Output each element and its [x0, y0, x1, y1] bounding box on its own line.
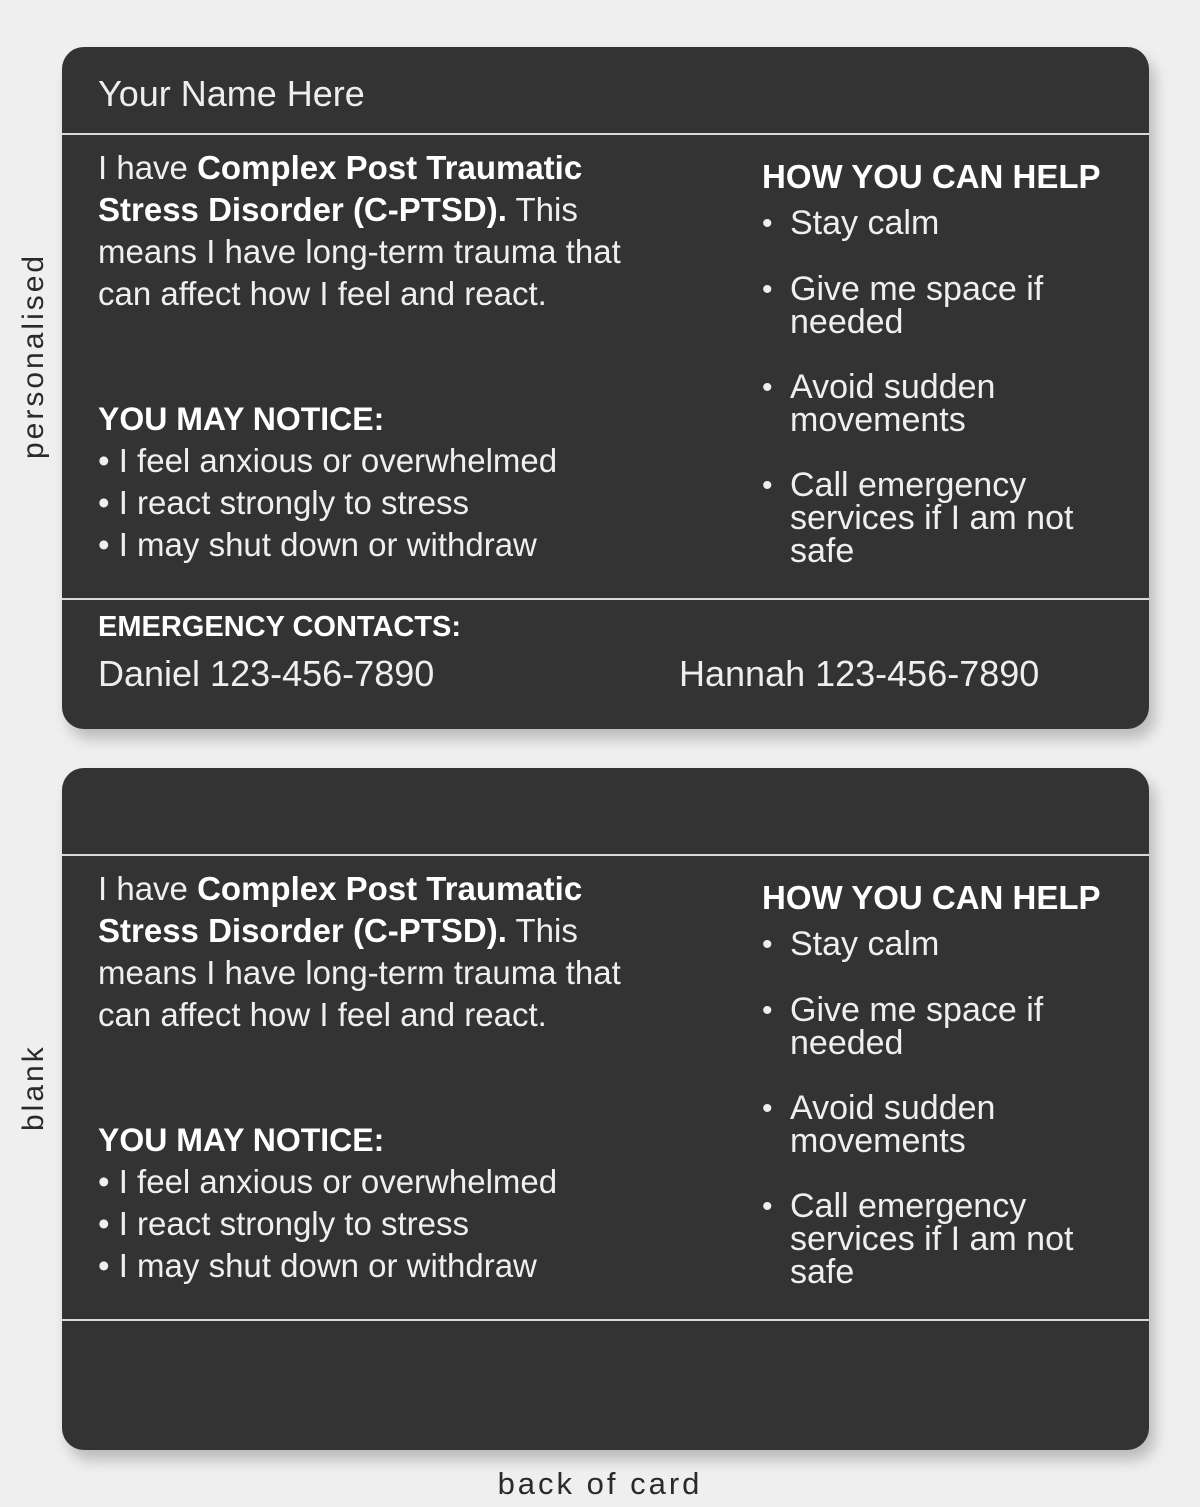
- help-item: [762, 270, 1102, 341]
- bullet-icon: •: [762, 371, 773, 404]
- notice-item: • I react strongly to stress: [98, 484, 470, 521]
- condition-description: [98, 147, 658, 315]
- footer-divider: [62, 1319, 1149, 1321]
- help-item-text: Call emergency services if I am not safe: [790, 1187, 1074, 1291]
- personalised-card: [62, 47, 1149, 729]
- notice-list: [98, 1161, 557, 1287]
- emergency-contact-1: Daniel 123-456-7890: [98, 653, 435, 694]
- personalised-label: personalised: [17, 252, 50, 459]
- help-item-text: Avoid sudden movements: [790, 368, 996, 439]
- help-item-text: Give me space if needed: [790, 270, 1044, 341]
- notice-list: [98, 440, 557, 566]
- help-item: [762, 991, 1102, 1062]
- bullet-icon: •: [762, 273, 773, 306]
- intro-rest: This means I have long-term trauma that can affect how I feel and react.: [98, 912, 621, 1033]
- notice-item: • I may shut down or withdraw: [98, 1247, 537, 1284]
- notice-heading: YOU MAY NOTICE:: [98, 401, 385, 437]
- notice-item: • I feel anxious or overwhelmed: [98, 442, 558, 479]
- notice-item: • I may shut down or withdraw: [98, 526, 537, 563]
- bullet-icon: •: [762, 1190, 773, 1223]
- card-holder-name: Your Name Here: [98, 73, 365, 114]
- help-item-text: Give me space if needed: [790, 991, 1044, 1062]
- help-item-text: Call emergency services if I am not safe: [790, 466, 1074, 570]
- blank-label: blank: [17, 1044, 50, 1131]
- emergency-contacts-heading: EMERGENCY CONTACTS:: [98, 611, 462, 643]
- help-item: [762, 466, 1102, 570]
- help-item: [762, 1089, 1102, 1160]
- blank-card: [62, 768, 1149, 1450]
- header-divider: [62, 133, 1149, 135]
- help-item-text: Stay calm: [790, 925, 940, 963]
- bullet-icon: •: [762, 1092, 773, 1125]
- header-divider: [62, 854, 1149, 856]
- help-heading: HOW YOU CAN HELP: [762, 879, 1101, 916]
- notice-item: • I feel anxious or overwhelmed: [98, 1163, 558, 1200]
- help-item: [762, 204, 1102, 242]
- condition-name: Complex Post Traumatic Stress Disorder (C-PTSD).: [98, 149, 583, 228]
- help-item: [762, 368, 1102, 439]
- help-item: [762, 925, 1102, 963]
- notice-item: • I react strongly to stress: [98, 1205, 470, 1242]
- intro-prefix: I have: [98, 870, 198, 907]
- emergency-contact-2: Hannah 123-456-7890: [679, 653, 1040, 694]
- bullet-icon: •: [762, 928, 773, 961]
- footer-divider: [62, 598, 1149, 600]
- help-item-text: Avoid sudden movements: [790, 1089, 996, 1160]
- back-of-card-caption: back of card: [497, 1466, 703, 1501]
- help-item-text: Stay calm: [790, 204, 940, 242]
- intro-prefix: I have: [98, 149, 198, 186]
- condition-description: [98, 868, 658, 1036]
- condition-name: Complex Post Traumatic Stress Disorder (C-PTSD).: [98, 870, 583, 949]
- notice-heading: YOU MAY NOTICE:: [98, 1122, 385, 1158]
- bullet-icon: •: [762, 469, 773, 502]
- intro-rest: This means I have long-term trauma that can affect how I feel and react.: [98, 191, 621, 312]
- help-heading: HOW YOU CAN HELP: [762, 158, 1101, 195]
- bullet-icon: •: [762, 207, 773, 240]
- bullet-icon: •: [762, 994, 773, 1027]
- help-item: [762, 1187, 1102, 1291]
